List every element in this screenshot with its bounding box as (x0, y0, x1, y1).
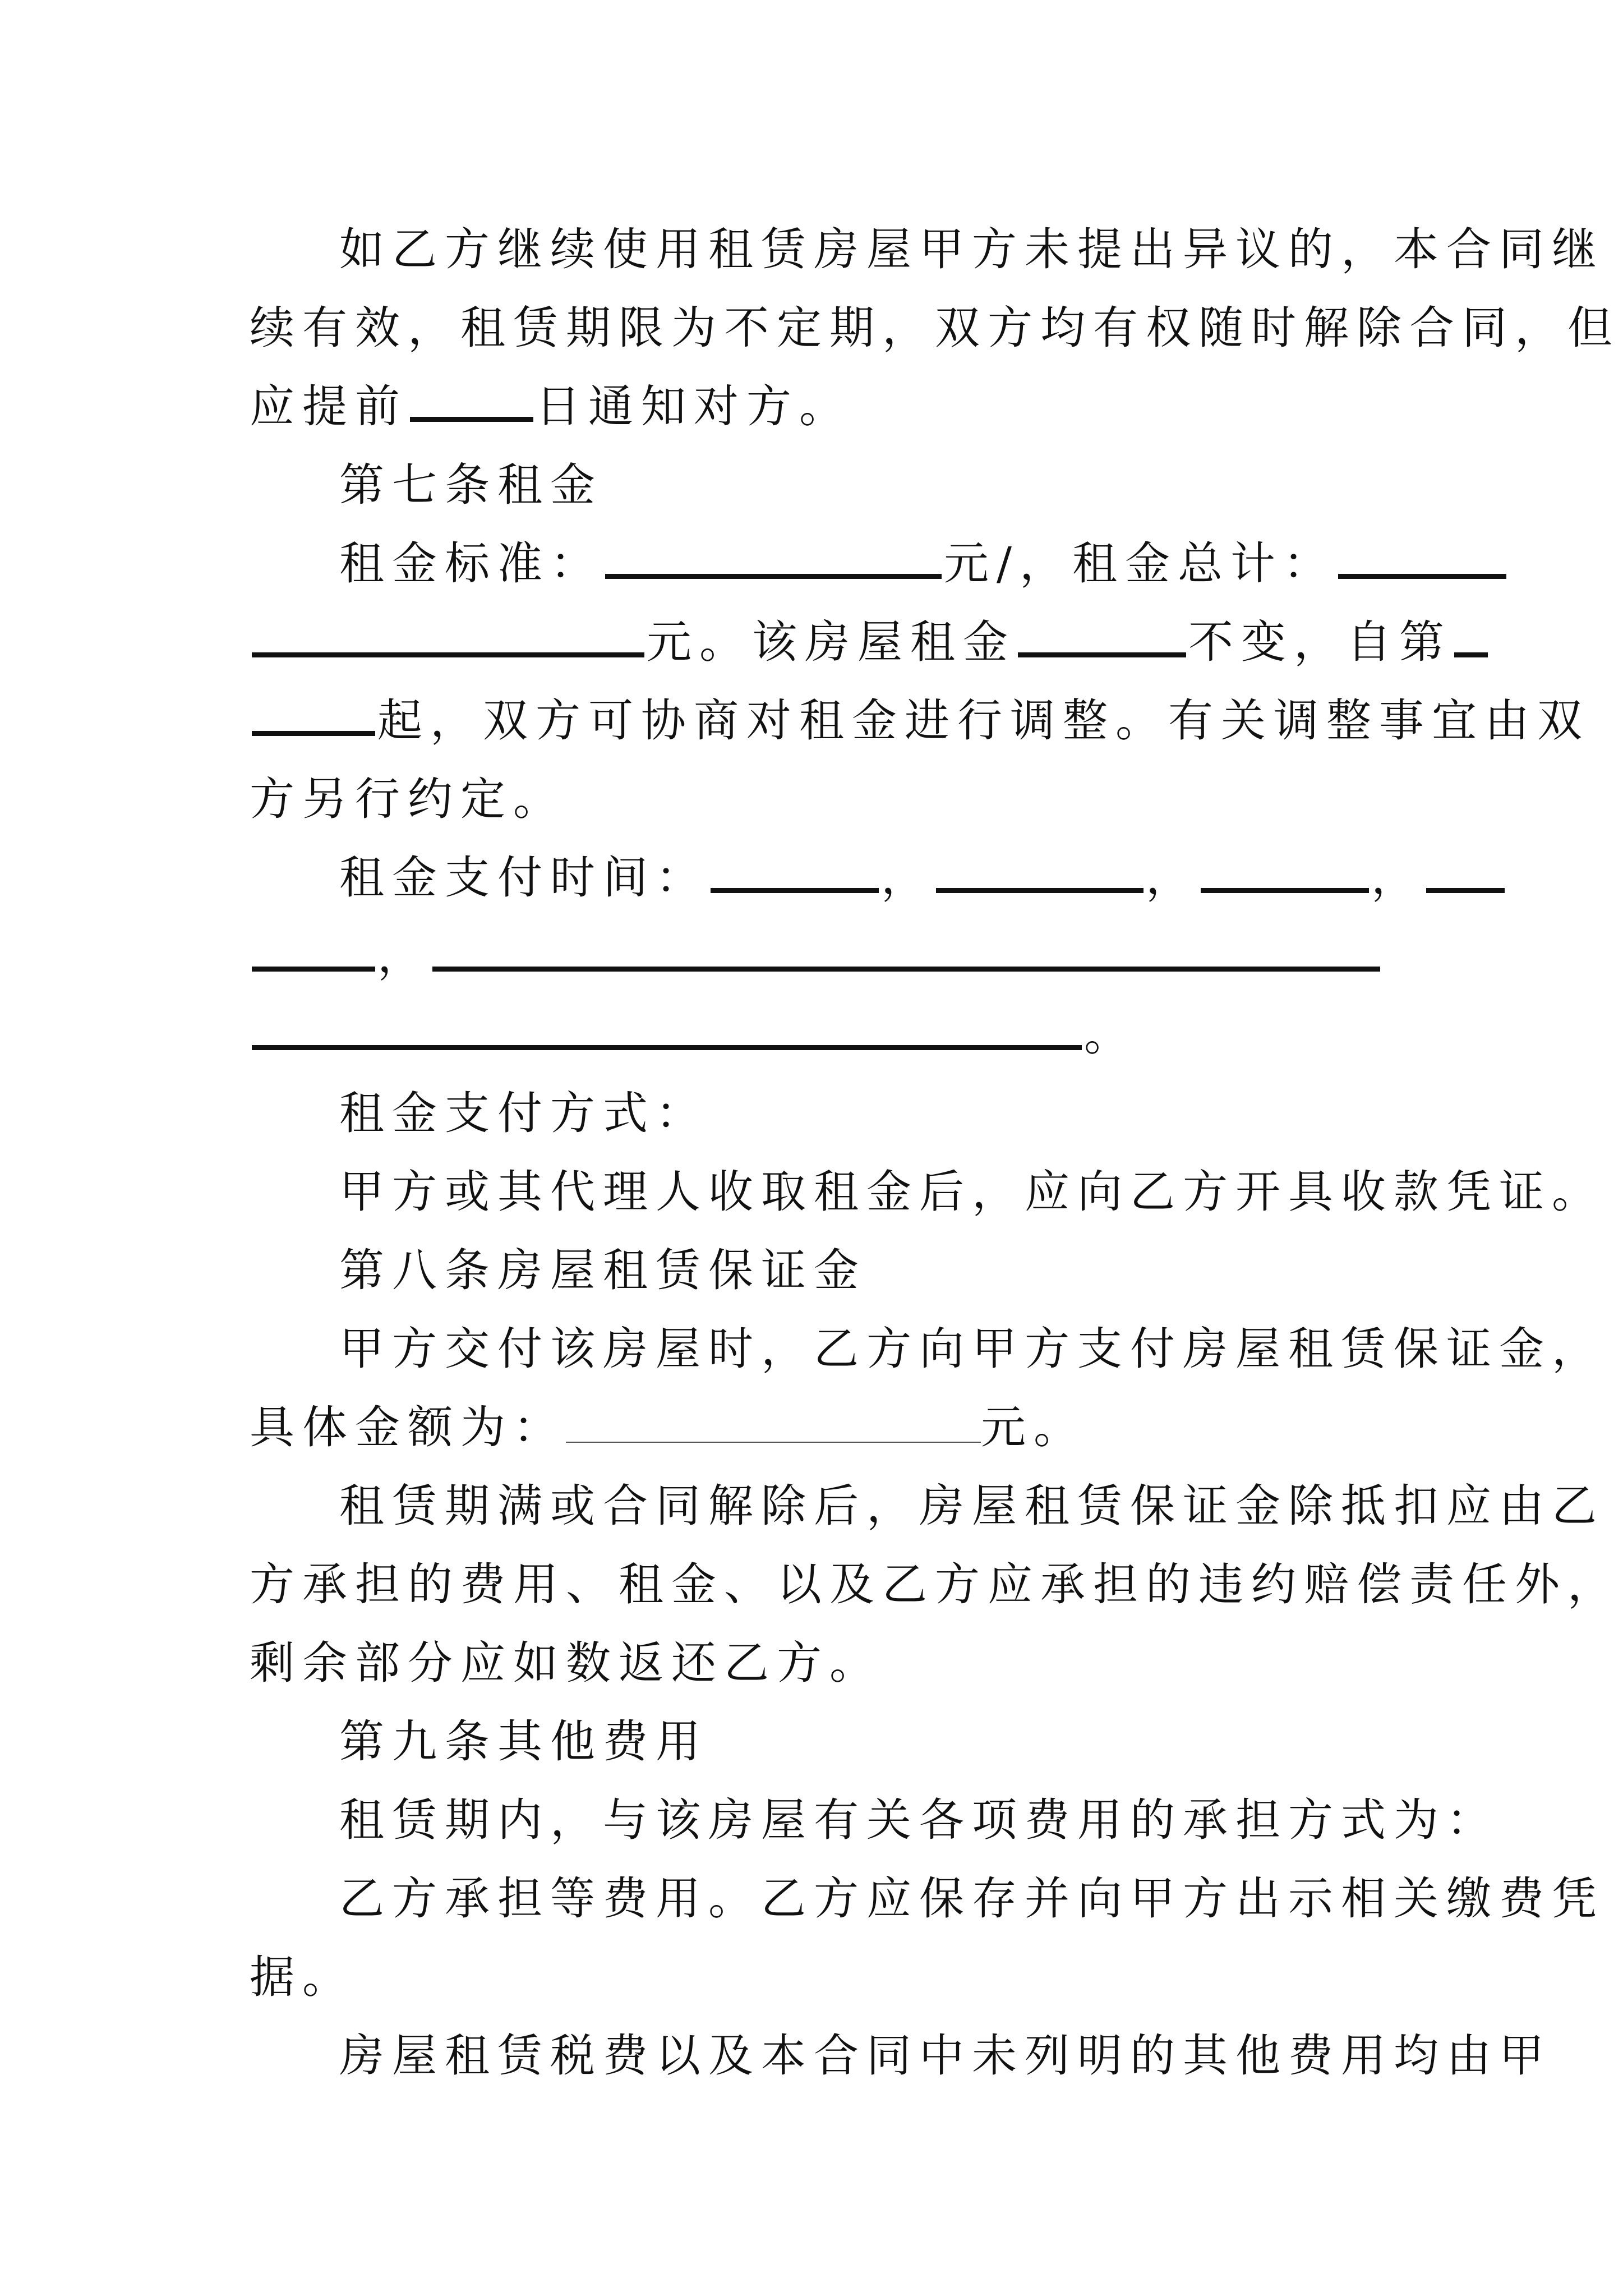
paragraph-line (250, 367, 1394, 446)
fill-in-blank (1454, 619, 1488, 657)
text-segment: ， (1146, 852, 1198, 904)
paragraph-line: 续有效，租赁期限为不定期，双方均有权随时解除合同，但 (250, 302, 1620, 354)
text-segment: 元。该房屋租金 (647, 616, 1016, 668)
text-segment: ， (881, 852, 934, 904)
paragraph-line (250, 524, 1394, 603)
paragraph-line: 甲方或其代理人收取租金后，应向乙方开具收款凭证。 (339, 1166, 1604, 1218)
paragraph-line (250, 1388, 1394, 1467)
paragraph-line: 剩余部分应如数返还乙方。 (250, 1637, 882, 1689)
text-segment: 元/，租金总计： (944, 537, 1336, 590)
fill-in-blank (1018, 619, 1186, 657)
fill-in-blank (566, 1408, 981, 1443)
text-segment: ， (1371, 852, 1424, 904)
text-segment: 应提前 (250, 380, 408, 432)
fill-in-blank (252, 933, 375, 972)
document-body (250, 210, 1620, 2095)
fill-in-blank (1338, 540, 1506, 579)
text-segment: 租金标准： (339, 537, 603, 590)
paragraph-line: 甲方交付该房屋时，乙方向甲方支付房屋租赁保证金， (339, 1323, 1604, 1375)
article-7-heading: 第七条租金 (339, 459, 603, 511)
paragraph-line: 如乙方继续使用租赁房屋甲方未提出异议的，本合同继 (339, 223, 1604, 275)
paragraph-line (250, 996, 1394, 1074)
article-9-heading: 第九条其他费用 (339, 1715, 708, 1768)
article-8-heading: 第八条房屋租赁保证金 (339, 1244, 866, 1296)
paragraph-line: 租赁期内，与该房屋有关各项费用的承担方式为： (339, 1794, 1499, 1846)
fill-in-blank (432, 933, 1380, 972)
text-segment: 具体金额为： (250, 1401, 566, 1453)
text-segment: 租金支付时间： (339, 852, 708, 904)
fill-in-blank (252, 697, 375, 736)
fill-in-blank (936, 854, 1144, 893)
paragraph-line: 方承担的费用、租金、以及乙方应承担的违约赔偿责任外， (250, 1558, 1620, 1611)
fill-in-blank (711, 854, 879, 893)
paragraph-line (250, 839, 1424, 917)
paragraph-line: 房屋租赁税费以及本合同中未列明的其他费用均由甲 (339, 2030, 1552, 2082)
fill-in-blank (410, 383, 533, 422)
paragraph-line: 租金支付方式： (339, 1087, 708, 1139)
fill-in-blank (252, 1011, 1082, 1050)
paragraph-line (250, 603, 1452, 682)
text-segment: 元。 (981, 1401, 1086, 1453)
text-segment: 起，双方可协商对租金进行调整。有关调整事宜由双 (377, 694, 1590, 747)
text-segment: ， (377, 930, 430, 982)
fill-in-blank (605, 540, 942, 579)
paragraph-line: 据。 (250, 1951, 355, 2003)
fill-in-blank (252, 619, 644, 657)
text-segment: 不变，自第 (1188, 616, 1452, 668)
fill-in-blank (1201, 854, 1369, 893)
paragraph-line (250, 682, 1590, 760)
paragraph-line: 租赁期满或合同解除后，房屋租赁保证金除抵扣应由乙 (339, 1480, 1604, 1532)
text-segment: 日通知对方。 (536, 380, 852, 432)
paragraph-line: 乙方承担等费用。乙方应保存并向甲方出示相关缴费凭 (339, 1872, 1604, 1925)
fill-in-blank (1426, 854, 1505, 893)
paragraph-line: 方另行约定。 (250, 773, 566, 825)
text-segment: 。 (1084, 1009, 1137, 1061)
paragraph-line (250, 917, 1394, 996)
